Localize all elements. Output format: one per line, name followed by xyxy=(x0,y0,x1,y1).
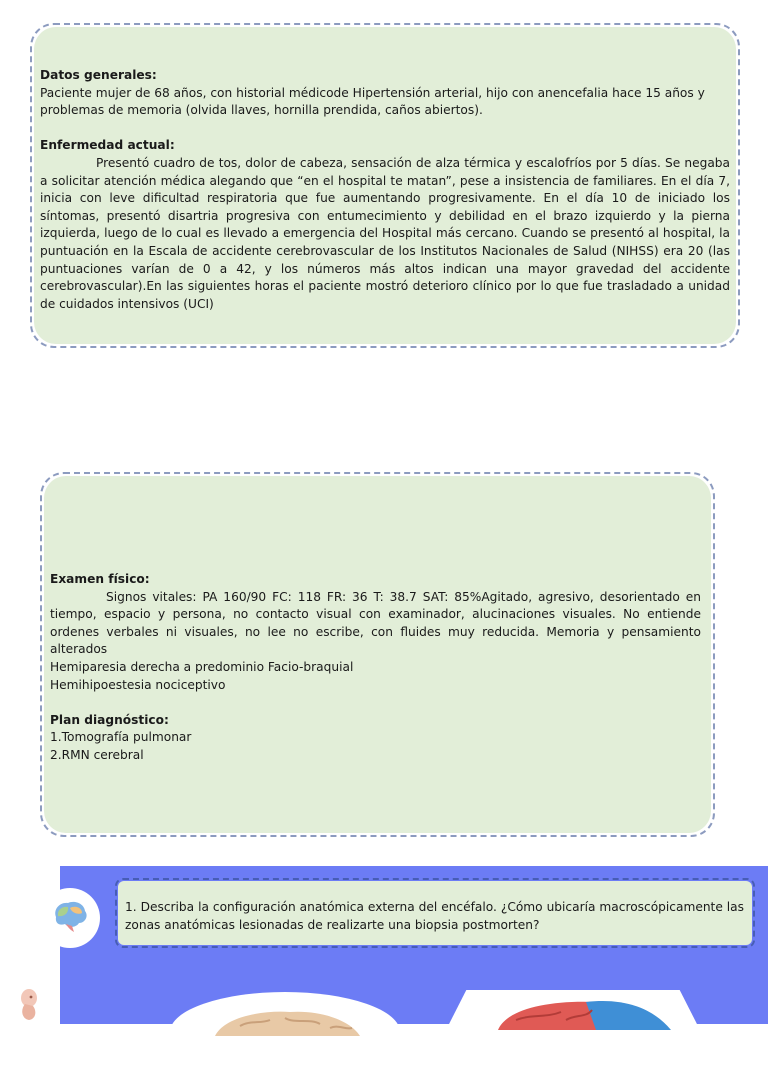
examen-fisico-heading: Examen físico: xyxy=(50,572,150,586)
hemiparesia-text: Hemiparesia derecha a predominio Facio-braquial xyxy=(50,659,354,674)
brain-icon xyxy=(50,899,90,937)
hemihipoestesia-text: Hemihipoestesia nociceptivo xyxy=(50,677,226,692)
datos-generales-text: Paciente mujer de 68 años, con historial médicode Hipertensión arterial, hijo con anencefalia hace 15 años y problemas de memoria (olvida llaves, hornilla prendida, caños abiertos). xyxy=(40,85,705,118)
enfermedad-actual-text: Presentó cuadro de tos, dolor de cabeza, sensación de alza térmica y escalofríos por 5 días. Se negaba a solicitar atención médica alegando que “en el hospital te matan”, pese a insistencia de familiares. En el día 7, inicia con leve dificultad respiratoria que fue aumentando progresivamente. En el día 10 de iniciado los síntomas, presentó disartria progresiva con entumecimiento y debilidad en el brazo izquierdo y la pierna izquierda, luego de lo cual es llevado a emergencia del Hospital más cercano. Cuando se presentó al hospital, la puntuación en la Escala de accidente cerebrovascular de los Institutos Nacionales de Salud (NIHSS) era 20 (las puntuaciones varían de 0 a 42, y los números más altos indican una mayor gravedad del accidente cerebrovascular).En las siguientes horas el paciente mostró deterioro clínico por lo que fue trasladado a unidad de cuidados intensivos (UCI) xyxy=(40,155,730,311)
plan-item: 2.RMN cerebral xyxy=(50,747,144,762)
plan-item: 1.Tomografía pulmonar xyxy=(50,730,192,745)
enfermedad-actual-heading: Enfermedad actual: xyxy=(40,138,175,153)
question-text: 1. Describa la configuración anatómica externa del encéfalo. ¿Cómo ubicaría macroscópicamente las zonas anatómicas lesionadas de realizarte una biopsia postmorten? xyxy=(125,900,744,932)
examen-fisico-text: Signos vitales: PA 160/90 FC: 118 FR: 36 T: 38.7 SAT: 85%Agitado, agresivo, desorientado en tiempo, espacio y persona, no contacto visual con examinador, alucinaciones visuales. No entiende ordenes verbales ni visuales, no lee no escribe, con fluides muy reducida. Memoria y pensamiento alterados xyxy=(50,589,701,657)
datos-generales-heading: Datos generales: xyxy=(40,68,157,82)
brain-illustration-left xyxy=(170,992,400,1072)
plan-diagnostico-heading: Plan diagnóstico: xyxy=(50,712,169,727)
brain-illustration-right xyxy=(446,990,700,1030)
question-icon-badge xyxy=(40,888,100,948)
question-card xyxy=(118,881,752,945)
fetus-icon xyxy=(16,986,42,1026)
case-info-card xyxy=(34,27,736,344)
exam-card xyxy=(44,476,711,833)
